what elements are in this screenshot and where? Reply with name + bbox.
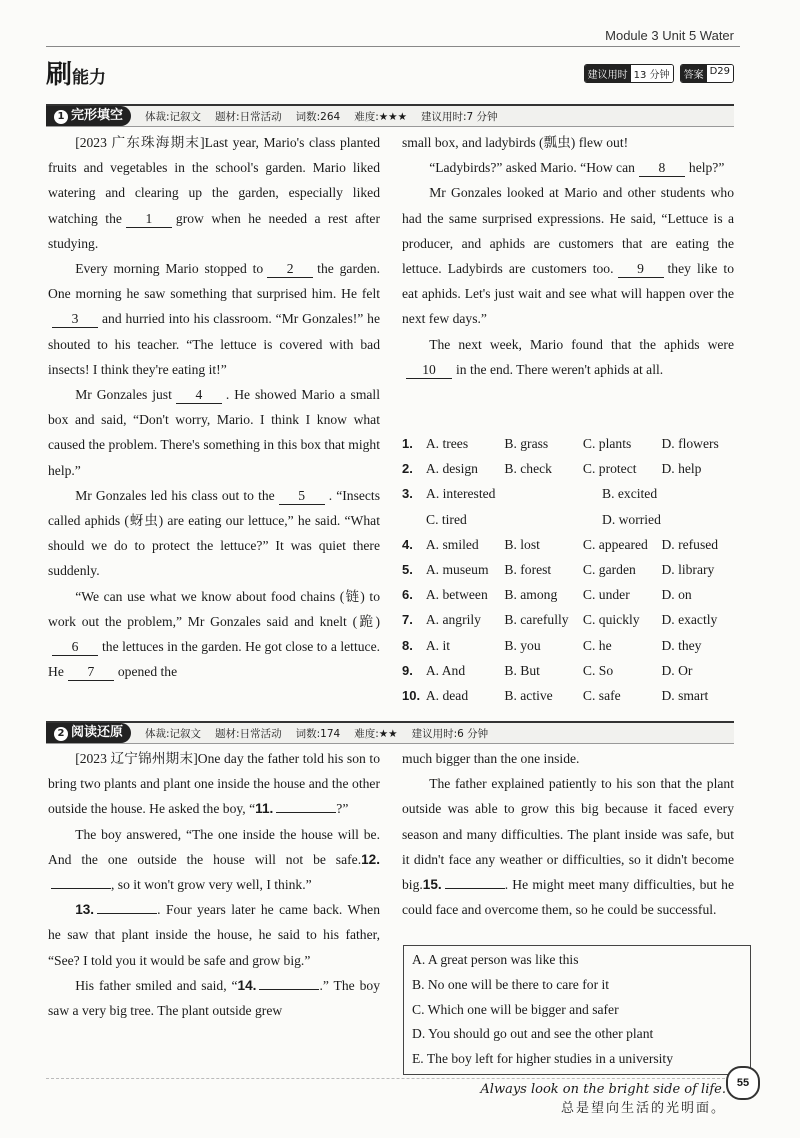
- question-number: 4.: [402, 536, 413, 552]
- section-2-right-column: [402, 746, 734, 922]
- cloze-blank: 2: [267, 261, 313, 278]
- option-choice: A. museum: [425, 561, 489, 577]
- option-choice: A. design: [425, 461, 478, 477]
- answer-blank-number: 11.: [255, 801, 274, 817]
- question-number: [402, 507, 426, 532]
- question-number: 5.: [402, 561, 413, 577]
- paragraph: [48, 130, 380, 256]
- paragraph: [48, 256, 380, 382]
- question-number: 2.: [402, 461, 413, 477]
- question-number: 10.: [402, 687, 421, 703]
- cloze-blank: 8: [639, 160, 685, 177]
- section-1-options: [402, 431, 740, 708]
- option-choice: B. you: [504, 637, 541, 653]
- option-choice: C. safe: [582, 687, 621, 703]
- text-run: The father explained patiently to his son that the plant outside was able to grow this big because it faced every season and many difficulties. The plant inside was safe, but it didn't face any weather or difficulties, so it didn't become big.: [402, 776, 734, 893]
- option-choice: B. excited: [602, 486, 658, 502]
- cloze-blank: 9: [618, 261, 664, 278]
- question-number: 6.: [402, 587, 413, 603]
- option-row: [402, 607, 740, 632]
- motto: [480, 1082, 726, 1116]
- option-choice: D. flowers: [661, 436, 719, 451]
- answer-line: [259, 976, 319, 990]
- option-choice: A. interested: [426, 486, 496, 502]
- option-choice: C. So: [582, 662, 614, 678]
- paragraph: [48, 973, 380, 1023]
- text-run: Mr Gonzales led his class out to the: [75, 487, 275, 503]
- text-run: . He might meet many difficulties, but he could face and overcome them, so he could be successful.: [402, 877, 734, 918]
- paragraph: [402, 155, 734, 180]
- option-row: [402, 532, 740, 557]
- time-tag: [584, 64, 734, 83]
- option-choice: C. garden: [582, 561, 636, 577]
- text-run: the garden. One morning he saw something that surprised him. He felt: [48, 261, 381, 302]
- option-choice: B. lost: [504, 536, 540, 552]
- text-run: and hurried into his classroom. “Mr Gonzales!” he shouted to his teacher. “The lettuce is covered with bad insects! I think they're eating it!”: [48, 311, 380, 377]
- option-choice: A. between: [425, 587, 488, 603]
- motto-chinese: 总是望向生活的光明面。: [560, 1101, 726, 1116]
- choice-item: D. You should go out and see the other plant: [412, 1026, 654, 1042]
- option-choice: B. But: [504, 662, 540, 678]
- option-choice: D. smart: [661, 687, 709, 703]
- option-choice: D. on: [661, 587, 692, 603]
- paragraph: [48, 483, 380, 584]
- text-run: opened the: [117, 664, 178, 680]
- paragraph: [402, 130, 734, 155]
- option-choice: A. dead: [425, 687, 469, 703]
- question-number: 7.: [402, 612, 413, 628]
- answer-line: [276, 799, 336, 813]
- suggested-time: 建议用时:7 分钟: [420, 110, 498, 123]
- option-choice: A. smiled: [425, 536, 479, 552]
- paragraph: [48, 746, 380, 822]
- paragraph: [48, 382, 380, 483]
- header-rule: [46, 46, 740, 47]
- answer-blank-number: 14.: [237, 977, 257, 993]
- option-row: [402, 481, 740, 506]
- paragraph: [48, 822, 380, 898]
- option-choice: D. refused: [661, 536, 719, 552]
- section-1-bar: [46, 104, 734, 127]
- option-choice: D. library: [661, 561, 715, 577]
- answer-line: [445, 875, 505, 889]
- text-run: The next week, Mario found that the aphids were: [429, 336, 734, 352]
- text-run: [2023 广东珠海期末]Last year, Mario's class planted fruits and vegetables in the school's garden. Mario liked watering and clearing up the garden, especially liked watching the: [48, 135, 380, 226]
- option-choice: A. And: [425, 662, 466, 678]
- text-run: in the end. There weren't aphids at all.: [456, 361, 664, 377]
- option-choice: D. they: [661, 637, 702, 653]
- text-run: Mr Gonzales just: [75, 387, 172, 403]
- option-row: [402, 431, 740, 456]
- paragraph: [402, 771, 734, 922]
- paragraph: [402, 746, 734, 771]
- text-run: grow when he needed a rest after studying.: [48, 210, 380, 251]
- word-count: 词数:174: [295, 727, 341, 740]
- paragraph: [48, 584, 380, 685]
- option-choice: A. trees: [425, 436, 469, 451]
- question-number: 1.: [402, 436, 413, 451]
- option-choice: D. worried: [602, 511, 661, 527]
- option-choice: D. exactly: [661, 612, 718, 628]
- text-run: The boy answered, “The one inside the house will be. And the one outside the house will not be safe.: [48, 826, 380, 867]
- answer-blank-number: 12.: [361, 851, 380, 867]
- text-run: . “Insects called aphids (蚜虫) are eating our lettuce,” he said. “What should we do to protect the lettuce?” It was quiet there suddenly.: [48, 487, 380, 579]
- logo: 刷能力: [46, 60, 107, 90]
- text-run: help?”: [688, 160, 725, 176]
- option-choice: C. appeared: [582, 536, 648, 552]
- text-run: Every morning Mario stopped to: [75, 261, 264, 277]
- text-run: . Four years later he came back. When he saw that plant inside the house, he said to his father, “See? I told you it would be safe and grow big.”: [48, 902, 380, 968]
- option-choice: B. forest: [504, 561, 552, 577]
- text-run: the lettuces in the garden. He got close to a lettuce. He: [48, 639, 380, 680]
- section-1-left-column: [48, 130, 380, 684]
- option-row: [402, 633, 740, 658]
- answer-page-tag: 答案 D29: [680, 64, 734, 83]
- text-run: ?”: [336, 801, 349, 817]
- text-run: much bigger than the one inside.: [402, 751, 580, 766]
- text-run: , so it won't grow very well, I think.”: [111, 877, 312, 893]
- option-choice: B. grass: [504, 436, 549, 451]
- choice-item: A. A great person was like this: [412, 952, 579, 967]
- choice-item: B. No one will be there to care for it: [412, 976, 610, 992]
- option-choice: B. check: [504, 461, 552, 477]
- choice-item: E. The boy left for higher studies in a university: [412, 1051, 673, 1067]
- question-number: 8.: [402, 637, 413, 653]
- topic: 题材:日常活动: [215, 110, 282, 123]
- paragraph: [402, 180, 734, 331]
- answer-line: [97, 900, 157, 914]
- option-choice: C. under: [582, 587, 630, 603]
- option-row: [402, 456, 740, 481]
- text-run: “Ladybirds?” asked Mario. “How can: [429, 160, 635, 176]
- text-run: .” The boy saw a very big tree. The plant outside grew: [48, 977, 380, 1019]
- option-choice: C. tired: [426, 511, 467, 527]
- choices-box: [403, 945, 751, 1075]
- cloze-blank: 6: [52, 639, 98, 656]
- option-choice: A. angrily: [425, 612, 481, 628]
- section-2-bar: [46, 721, 734, 744]
- difficulty: 难度:★★★: [354, 110, 407, 123]
- section-2-left-column: [48, 746, 380, 1023]
- cloze-blank: 5: [279, 488, 325, 505]
- motto-english: Always look on the bright side of life.: [480, 1082, 726, 1097]
- text-run: Mr Gonzales looked at Mario and other students who had the same surprised expressions. He said, “Lettuce is a producer, and aphids are customers that are eating the lettuce. Ladybirds are customers too.: [402, 185, 734, 277]
- cloze-blank: 3: [52, 311, 98, 328]
- option-choice: B. carefully: [504, 612, 569, 628]
- paragraph: [48, 897, 380, 973]
- cloze-blank: 10: [406, 362, 452, 379]
- option-row: [402, 557, 740, 582]
- footer-rule: [46, 1078, 730, 1079]
- answer-line: [51, 875, 111, 889]
- text-run: “We can use what we know about food chains (链) to work out the problem,” Mr Gonzales said and knelt (跪): [48, 588, 380, 629]
- section-1-right-column: [402, 130, 734, 382]
- option-choice: C. plants: [582, 436, 632, 451]
- option-row: [402, 507, 740, 532]
- answer-blank-number: 15.: [422, 877, 442, 893]
- option-choice: A. it: [425, 637, 451, 653]
- text-run: [2023 辽宁锦州期末]One day the father told his son to bring two plants and plant one inside the house and the other outside the house. He asked the boy, “: [48, 751, 380, 817]
- option-choice: D. Or: [661, 662, 693, 678]
- suggested-time-tag: 建议用时 13 分钟: [584, 64, 674, 83]
- difficulty: 难度:★★: [354, 727, 398, 740]
- answer-blank-number: 13.: [75, 902, 95, 918]
- module-label: Module 3 Unit 5 Water: [605, 28, 734, 43]
- word-count: 词数:264: [295, 110, 341, 123]
- cloze-blank: 1: [126, 211, 172, 228]
- option-choice: B. among: [504, 587, 558, 603]
- topic: 题材:日常活动: [215, 727, 282, 740]
- question-number: 3.: [402, 486, 413, 502]
- option-choice: C. he: [582, 637, 612, 653]
- page-number: 55: [726, 1066, 760, 1100]
- cloze-blank: 7: [68, 664, 114, 681]
- option-choice: C. quickly: [582, 612, 640, 628]
- text-run: His father smiled and said, “: [75, 977, 238, 993]
- section-2-title: 2 阅读还原: [46, 723, 131, 743]
- cloze-blank: 4: [176, 387, 222, 404]
- text-run: they like to eat aphids. Let's just wait and see what will happen over the next few days.”: [402, 261, 734, 327]
- section-1-title: 1 完形填空: [46, 106, 131, 126]
- text-run: . He showed Mario a small box and said, “Don't worry, Mario. I think I know what caused the problem. There's something in this box that might help.”: [48, 387, 380, 478]
- choice-item: C. Which one will be bigger and safer: [412, 1001, 619, 1017]
- genre: 体裁:记叙文: [145, 727, 202, 740]
- option-choice: C. protect: [582, 461, 637, 477]
- genre: 体裁:记叙文: [145, 110, 202, 123]
- option-choice: D. help: [661, 461, 702, 477]
- option-row: [402, 582, 740, 607]
- option-row: [402, 683, 740, 708]
- suggested-time: 建议用时:6 分钟: [411, 727, 489, 740]
- paragraph: [402, 332, 734, 382]
- option-row: [402, 658, 740, 683]
- option-choice: B. active: [504, 687, 553, 703]
- question-number: 9.: [402, 662, 413, 678]
- text-run: small box, and ladybirds (瓢虫) flew out!: [402, 135, 629, 150]
